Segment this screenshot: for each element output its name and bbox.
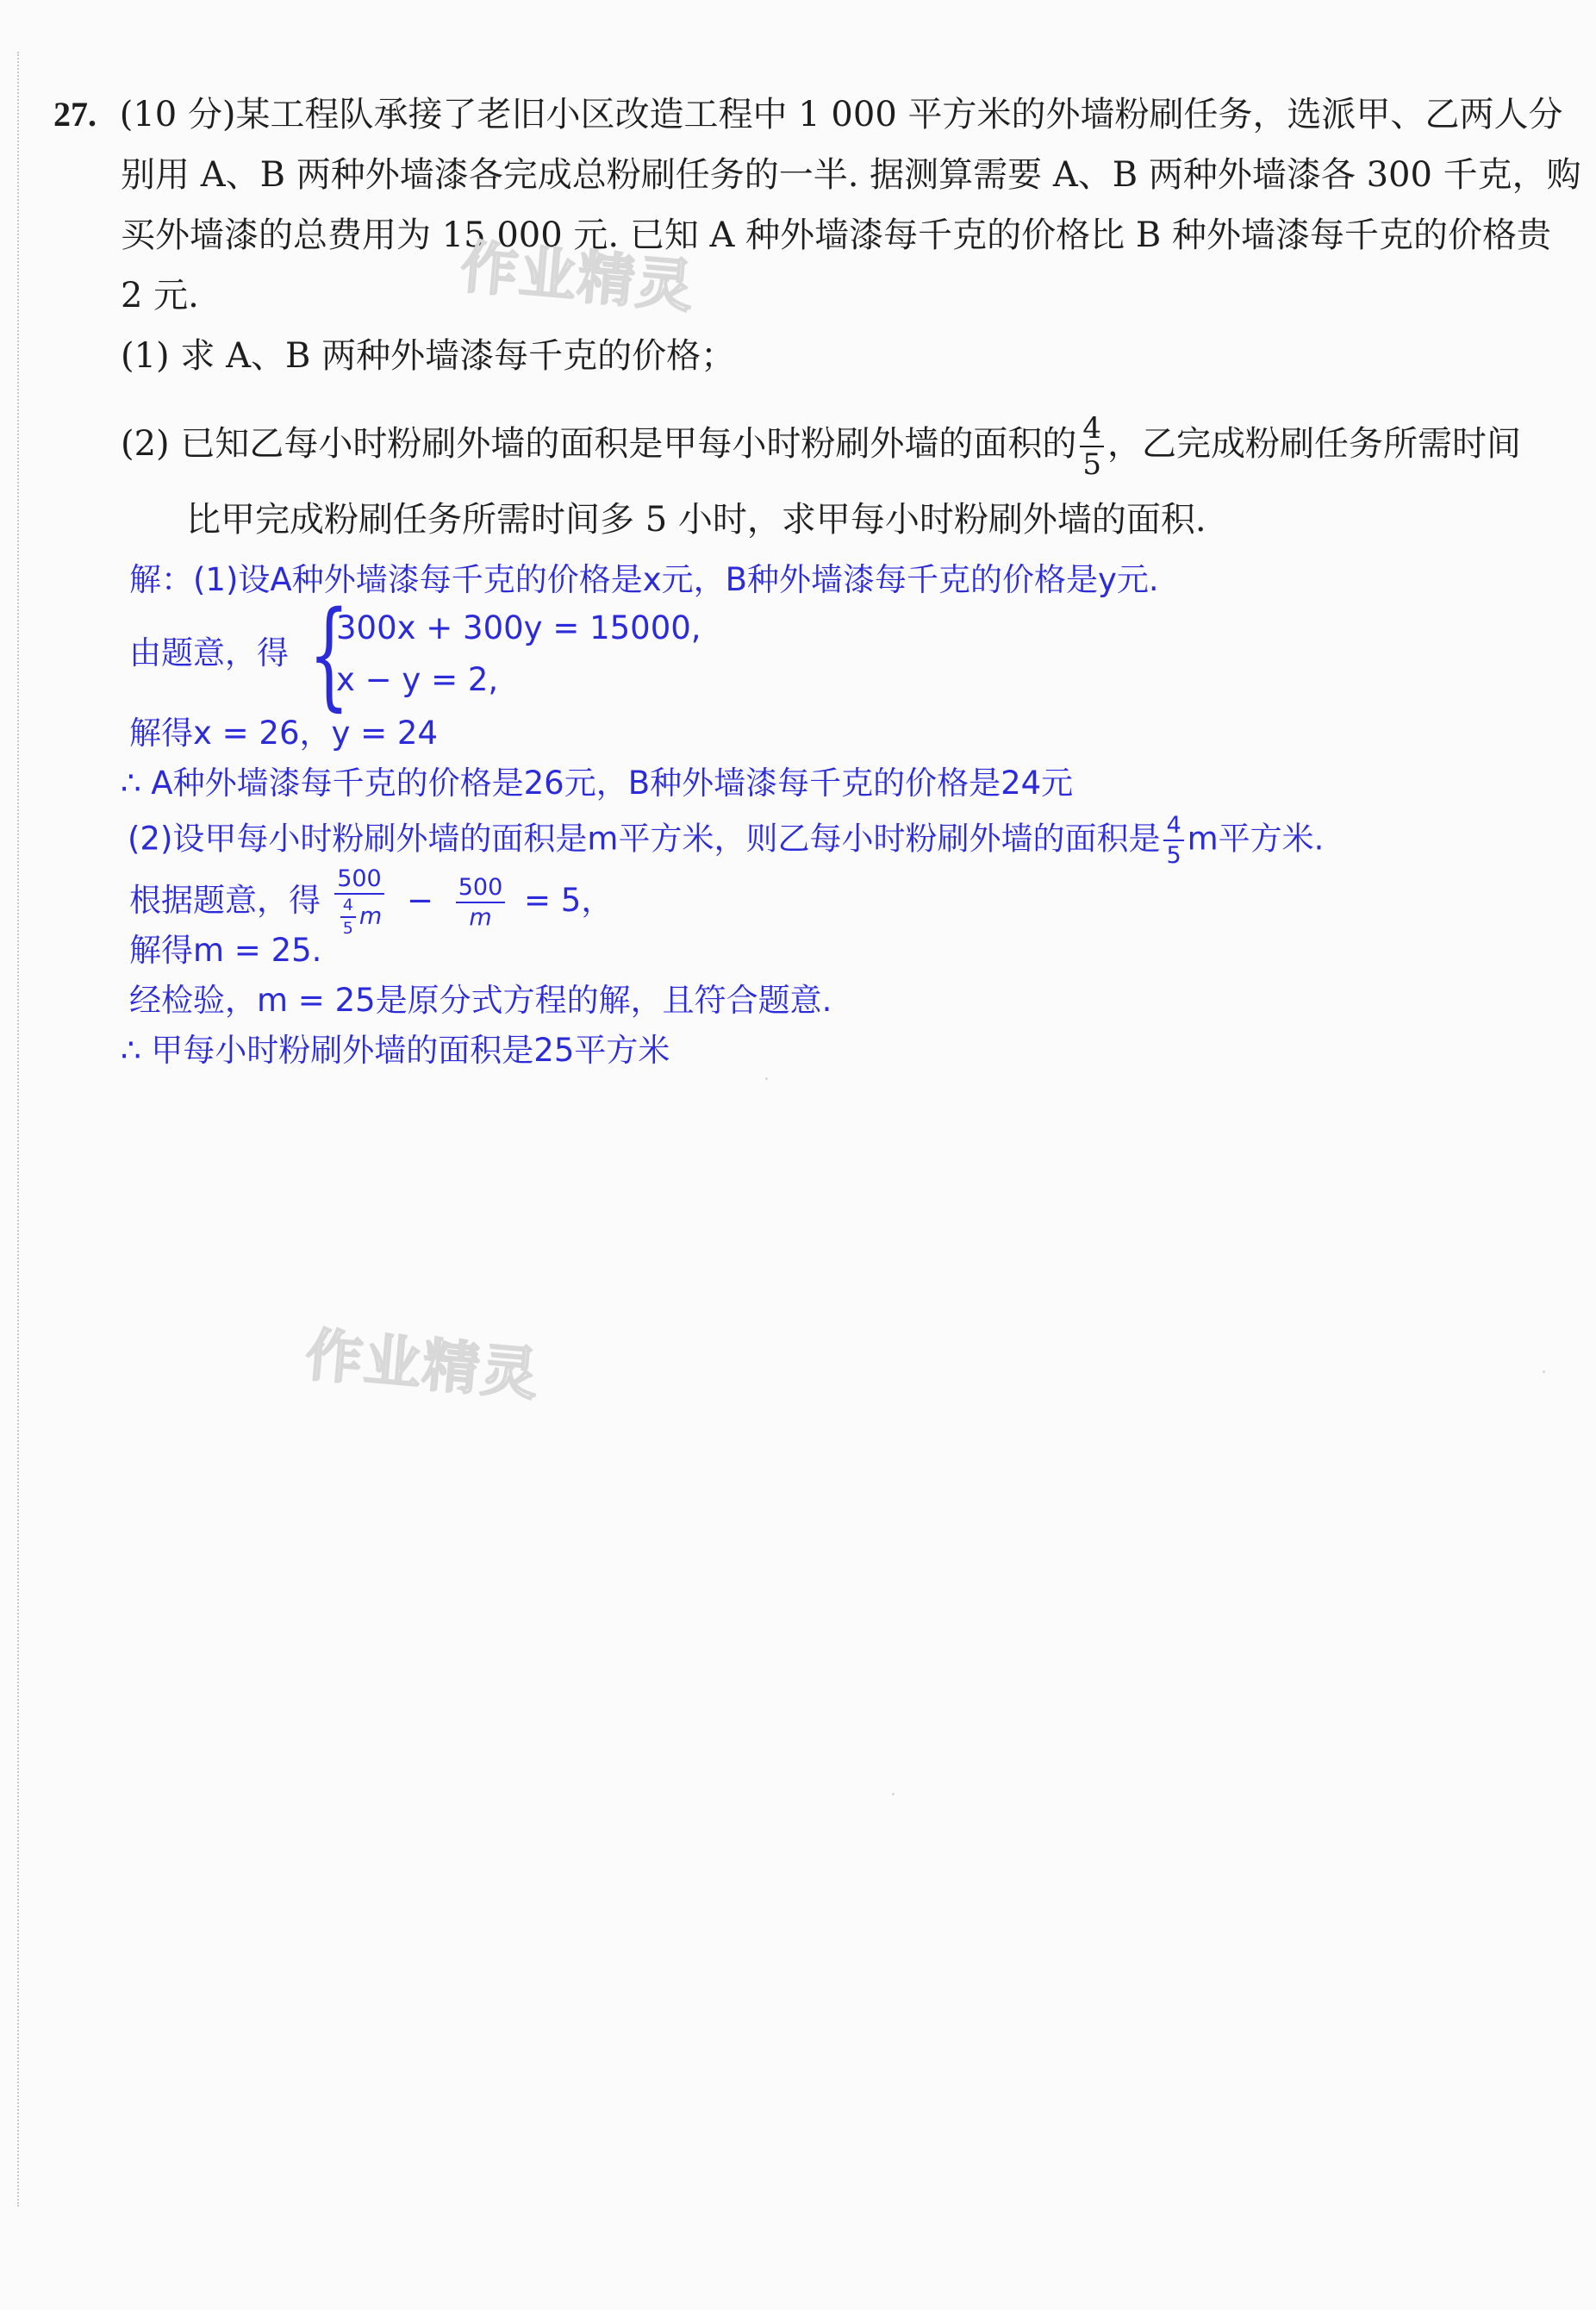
problem-line-1	[53, 93, 1562, 136]
equation-1: 300x + 300y = 15000,	[336, 609, 701, 646]
solution-part2-unit: m平方米.	[1187, 820, 1325, 858]
inner-numerator: 4	[340, 897, 356, 918]
variable-m: m	[358, 902, 383, 930]
fraction-500-over-m	[456, 873, 506, 931]
solution-line-7: 解得m = 25.	[129, 932, 322, 969]
scan-speck	[1543, 1370, 1545, 1373]
part2-text-after: ，乙完成粉刷任务所需时间	[1107, 424, 1522, 464]
scan-speck	[765, 1077, 768, 1080]
problem-part-2-line-2: 比甲完成粉刷任务所需时间多 5 小时，求甲每小时粉刷外墙的面积.	[186, 500, 1206, 540]
fraction-denominator: m	[469, 903, 492, 931]
solution-line-4: ∴ A种外墙漆每千克的价格是26元，B种外墙漆每千克的价格是24元	[121, 765, 1074, 802]
fraction-four-fifths	[1080, 411, 1104, 482]
solution-line-2	[129, 632, 289, 675]
watermark-logo-1: 作业精灵	[458, 234, 698, 321]
solution-line-8: 经检验，m = 25是原分式方程的解，且符合题意.	[129, 982, 832, 1019]
problem-line-3: 买外墙漆的总费用为 15 000 元. 已知 A 种外墙漆每千克的价格比 B 种外墙漆每千克的价格贵	[121, 215, 1551, 255]
margin-dotted-line	[17, 52, 19, 2207]
fraction-numerator: 4	[1163, 814, 1183, 841]
problem-text-1: (10 分)某工程队承接了老旧小区改造工程中 1 000 平方米的外墙粉刷任务，选派甲、乙两人分	[119, 95, 1563, 134]
solution-line-1: 解：(1)设A种外墙漆每千克的价格是x元，B种外墙漆每千克的价格是y元.	[129, 561, 1159, 598]
problem-part-2	[121, 411, 1522, 482]
minus-sign: −	[406, 882, 433, 919]
inner-fraction	[340, 897, 356, 937]
fraction-500-over-four-fifths-m	[334, 867, 384, 937]
equation-2: x − y = 2,	[336, 661, 499, 698]
fraction-numerator: 500	[334, 867, 384, 895]
fraction-denominator: 5	[1082, 447, 1102, 482]
problem-part-1: (1) 求 A、B 两种外墙漆每千克的价格；	[121, 336, 736, 376]
solution-line-9: ∴ 甲每小时粉刷外墙的面积是25平方米	[121, 1032, 670, 1069]
problem-line-2: 别用 A、B 两种外墙漆各完成总粉刷任务的一半. 据测算需要 A、B 两种外墙漆各 300 千克，购	[121, 155, 1581, 195]
scan-speck	[892, 1793, 895, 1795]
question-number: 27.	[53, 95, 97, 134]
equation-system-brace: {	[309, 587, 350, 723]
solution-line-5	[128, 814, 1324, 867]
solution-line-3: 解得x = 26，y = 24	[129, 715, 439, 752]
fraction-numerator: 500	[456, 876, 506, 903]
fraction-denominator: 5	[1166, 842, 1181, 869]
problem-line-4: 2 元.	[121, 276, 199, 315]
solution-part2-text: (2)设甲每小时粉刷外墙的面积是m平方米，则乙每小时粉刷外墙的面积是	[128, 820, 1161, 858]
solution-line-6	[129, 867, 613, 937]
inner-denominator: 5	[342, 919, 353, 938]
equation-result: = 5，	[524, 882, 614, 919]
fraction-four-fifths-solution	[1163, 814, 1183, 867]
fraction-denominator	[334, 895, 384, 937]
watermark-logo-2: 作业精灵	[302, 1321, 543, 1408]
fraction-numerator: 4	[1080, 414, 1104, 447]
equation-label: 根据题意，得	[129, 882, 321, 919]
solution-setup-label: 由题意，得	[129, 634, 289, 671]
part2-text-before: (2) 已知乙每小时粉刷外墙的面积是甲每小时粉刷外墙的面积的	[121, 424, 1077, 464]
